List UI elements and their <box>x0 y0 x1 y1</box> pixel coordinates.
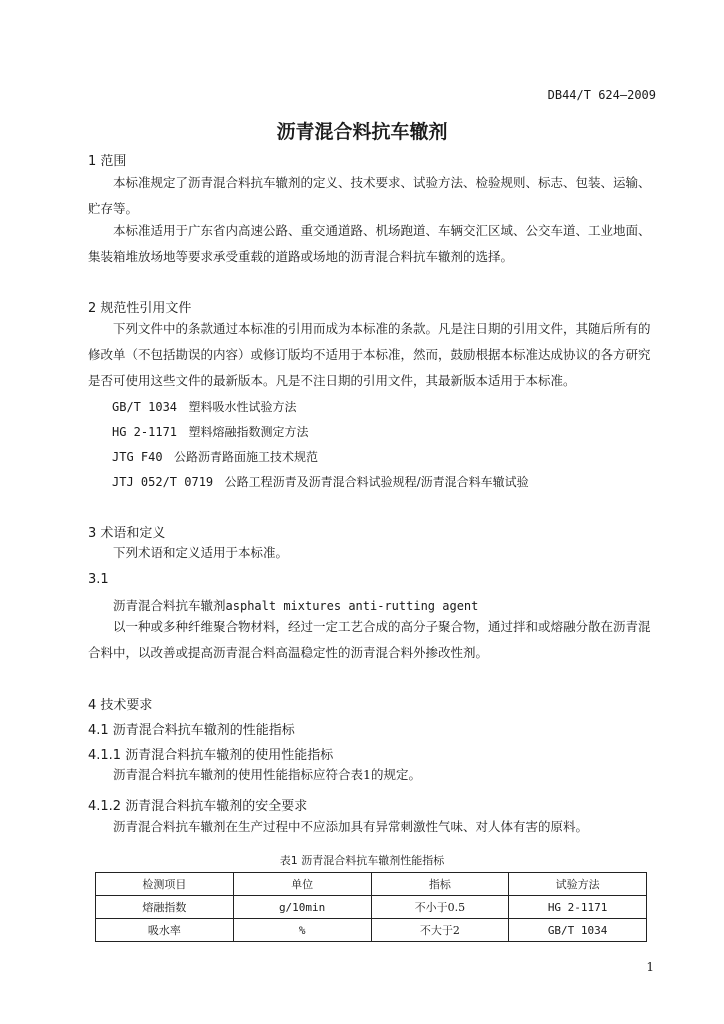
table-cell: g/10min <box>233 896 371 919</box>
reference-name: 塑料熔融指数测定方法 <box>188 425 309 439</box>
term-definition: 以一种或多种纤维聚合物材料，经过一定工艺合成的高分子聚合物，通过拌和或熔融分散在沥青混合料中，以改善或提高沥青混合料高温稳定性的沥青混合料外掺改性剂。 <box>88 619 651 660</box>
section-2-heading: 2 规范性引用文件 <box>88 301 192 316</box>
section-1-paragraph-1: 本标准规定了沥青混合料抗车辙剂的定义、技术要求、试验方法、检验规则、标志、包装、运输、贮存等。 <box>88 175 651 216</box>
reference-code: JTJ 052/T 0719 <box>112 475 214 489</box>
reference-name: 公路工程沥青及沥青混合料试验规程/沥青混合料车辙试验 <box>224 475 529 489</box>
table-header-cell: 指标 <box>371 873 509 896</box>
reference-name: 公路沥青路面施工技术规范 <box>174 450 319 464</box>
term-english: asphalt mixtures anti-rutting agent <box>225 599 479 613</box>
table-header-row <box>96 873 647 896</box>
table-cell: 不小于0.5 <box>371 896 509 919</box>
table-caption: 表1 沥青混合料抗车辙剂性能指标 <box>279 854 445 867</box>
standard-code: DB44/T 624—2009 <box>547 88 656 102</box>
table-row <box>96 896 647 919</box>
section-3-heading: 3 术语和定义 <box>88 526 166 541</box>
section-4-heading: 4 技术要求 <box>88 698 153 713</box>
table-header-cell: 检测项目 <box>96 873 234 896</box>
table-cell: 熔融指数 <box>96 896 234 919</box>
table-cell: GB/T 1034 <box>509 919 647 942</box>
subsection-4-1-2-paragraph: 沥青混合料抗车辙剂在生产过程中不应添加具有异常刺激性气味、对人体有害的原料。 <box>113 819 589 834</box>
table-cell: 吸水率 <box>96 919 234 942</box>
page-number: 1 <box>646 960 654 974</box>
reference-item <box>112 398 297 415</box>
table-cell: HG 2-1171 <box>509 896 647 919</box>
subsection-3-1-number: 3.1 <box>88 572 109 587</box>
section-3-paragraph: 下列术语和定义适用于本标准。 <box>113 545 289 560</box>
reference-code: GB/T 1034 <box>112 400 178 414</box>
section-2-paragraph: 下列文件中的条款通过本标准的引用而成为本标准的条款。凡是注日期的引用文件，其随后所有的修改单（不包括勘误的内容）或修订版均不适用于本标准，然而，鼓励根据本标准达成协议的各方研究是否可使用这些文件的最新版本。凡是不注日期的引用文件，其最新版本适用于本标准。 <box>88 321 651 388</box>
table-cell: 不大于2 <box>371 919 509 942</box>
table-cell: % <box>233 919 371 942</box>
table-header-cell: 单位 <box>233 873 371 896</box>
subsection-4-1-heading: 4.1 沥青混合料抗车辙剂的性能指标 <box>88 723 295 738</box>
reference-name: 塑料吸水性试验方法 <box>188 400 297 414</box>
reference-item <box>112 473 529 490</box>
subsection-4-1-2-heading: 4.1.2 沥青混合料抗车辙剂的安全要求 <box>88 799 308 814</box>
document-title: 沥青混合料抗车辙剂 <box>276 121 448 143</box>
reference-item <box>112 448 318 465</box>
subsection-4-1-1-paragraph: 沥青混合料抗车辙剂的使用性能指标应符合表1的规定。 <box>113 767 421 782</box>
subsection-4-1-1-heading: 4.1.1 沥青混合料抗车辙剂的使用性能指标 <box>88 748 334 763</box>
reference-code: JTG F40 <box>112 450 163 464</box>
section-1-paragraph-2: 本标准适用于广东省内高速公路、重交通道路、机场跑道、车辆交汇区域、公交车道、工业地面、集装箱堆放场地等要求承受重载的道路或场地的沥青混合料抗车辙剂的选择。 <box>88 223 651 264</box>
term-entry <box>113 596 478 614</box>
table-row <box>96 919 647 942</box>
reference-item <box>112 423 309 440</box>
section-1-heading: 1 范围 <box>88 154 127 169</box>
performance-table <box>95 872 647 942</box>
term-chinese: 沥青混合料抗车辙剂 <box>113 598 226 613</box>
reference-code: HG 2-1171 <box>112 425 178 439</box>
table-header-cell: 试验方法 <box>509 873 647 896</box>
